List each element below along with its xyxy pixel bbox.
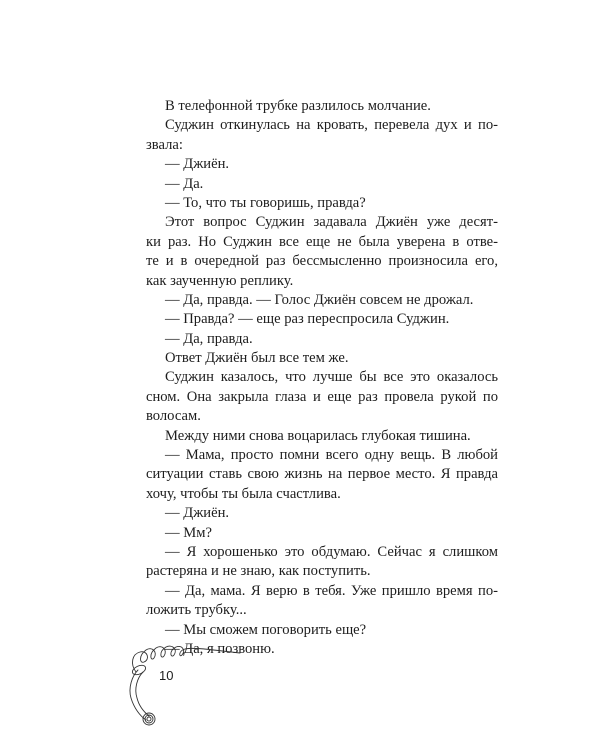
paragraph-line: ложить трубку...: [146, 602, 247, 619]
paragraph-line: ситуации ставь свою жизнь на первое место. Я правда: [146, 466, 498, 483]
paragraph-line: звала:: [146, 136, 183, 153]
telephone-handset-icon: [122, 634, 242, 730]
paragraph-line: — Мм?: [165, 524, 212, 541]
paragraph-line: — Джиён.: [165, 505, 230, 522]
paragraph-line: Ответ Джиён был все тем же.: [165, 350, 349, 367]
page-number: 10: [159, 668, 174, 683]
paragraph-line: В телефонной трубке разлилось молчание.: [165, 98, 431, 114]
paragraph-line: — Да, я позвоню.: [165, 640, 275, 657]
paragraph-line: — Джиён.: [165, 156, 230, 173]
paragraph-line: Этот вопрос Суджин задавала Джиён уже десят-: [165, 214, 498, 231]
paragraph-line: — Мама, просто помни всего одну вещь. В любой: [165, 447, 498, 464]
paragraph-line: растеряна и не знаю, как поступить.: [146, 563, 371, 580]
paragraph-line: Суджин откинулась на кровать, перевела дух и по-: [165, 117, 498, 134]
paragraph-line: — Да, мама. Я верю в тебя. Уже пришло время по-: [165, 582, 498, 599]
paragraph-line: ки раз. Но Суджин все еще не была уверена в отве-: [146, 233, 498, 250]
paragraph-line: — Я хорошенько это обдумаю. Сейчас я слишком: [165, 543, 498, 560]
paragraph-line: Между ними снова воцарилась глубокая тишина.: [165, 427, 471, 444]
paragraph-line: хочу, чтобы ты была счастлива.: [146, 485, 341, 502]
paragraph-line: — Мы сможем поговорить еще?: [165, 621, 367, 638]
paragraph-line: — Правда? — еще раз переспросила Суджин.: [165, 311, 450, 328]
paragraph-line: — Да, правда. — Голос Джиён совсем не дрожал.: [165, 291, 474, 308]
body-text: [146, 97, 498, 659]
paragraph-line: волосам.: [146, 408, 201, 425]
paragraph-line: — Да, правда.: [165, 330, 253, 347]
paragraph-line: сном. Она закрыла глаза и еще раз провела рукой по: [146, 388, 498, 405]
paragraph-line: те и в очередной раз бессмысленно произносила его,: [146, 253, 498, 270]
paragraph-line: — То, что ты говоришь, правда?: [165, 194, 366, 211]
paragraph-line: — Да.: [165, 175, 204, 192]
paragraph-line: Суджин казалось, что лучше бы все это оказалось: [165, 369, 498, 386]
paragraph-line: как заученную реплику.: [146, 272, 294, 289]
